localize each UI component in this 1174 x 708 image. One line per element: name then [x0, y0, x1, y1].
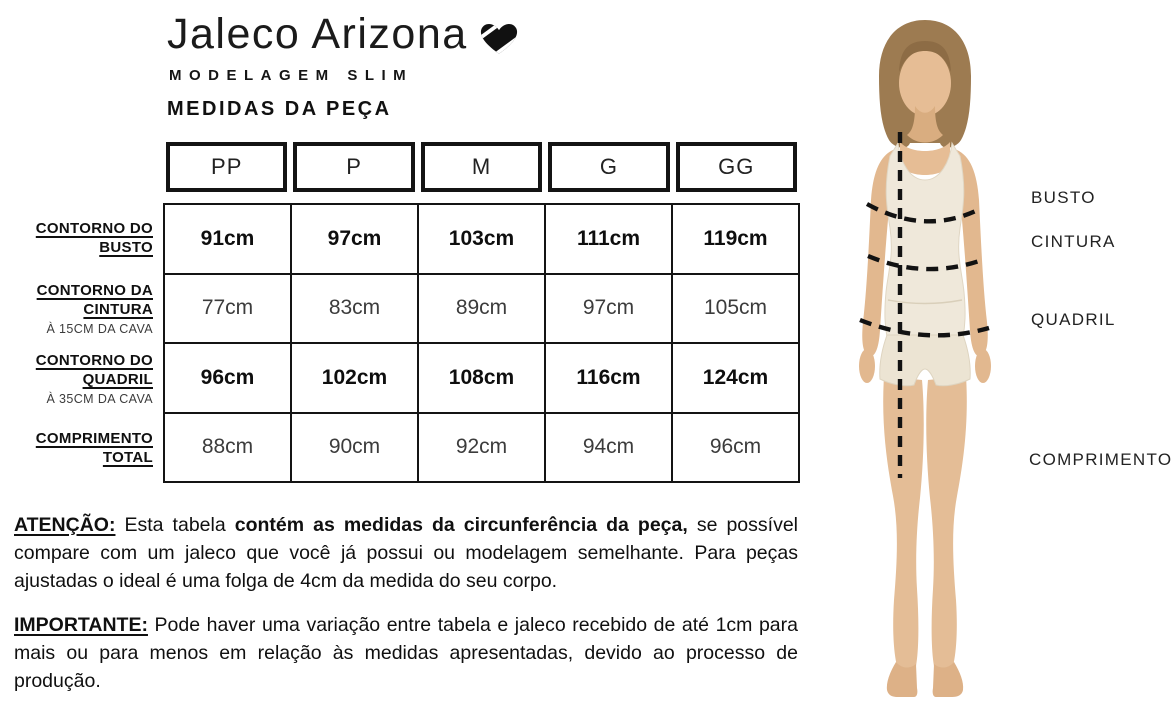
- attention-note: [14, 511, 798, 595]
- table-cell: 97cm: [546, 275, 671, 343]
- table-cell: 88cm: [165, 414, 290, 482]
- attention-heading: ATENÇÃO:: [14, 514, 116, 536]
- table-cell: 108cm: [419, 344, 544, 412]
- row-sublabel-text: À 35CM DA CAVA: [46, 391, 153, 406]
- row-label-text: CONTORNO DO BUSTO: [35, 220, 153, 256]
- row-label-bust: [0, 203, 154, 273]
- figure-label-bust: BUSTO: [1031, 188, 1096, 207]
- right-hand: [975, 349, 991, 383]
- table-cell: 124cm: [673, 344, 798, 412]
- table-cell: 97cm: [292, 205, 417, 273]
- table-cell: 111cm: [546, 205, 671, 273]
- row-label-text: COMPRIMENTO TOTAL: [35, 430, 153, 466]
- size-table-body: [163, 203, 800, 483]
- table-cell: 105cm: [673, 275, 798, 343]
- section-title: MEDIDAS DA PEÇA: [167, 98, 392, 120]
- table-cell: 116cm: [546, 344, 671, 412]
- figure-label-hip: QUADRIL: [1031, 310, 1116, 329]
- important-rest: Pode haver uma variação entre tabela e jaleco recebido de até 1cm para mais ou para menos em relação às medidas apresentadas, devido ao processo de produção.: [14, 614, 798, 692]
- figure-label-waist: CINTURA: [1031, 232, 1116, 251]
- table-cell: 77cm: [165, 275, 290, 343]
- left-leg: [883, 376, 924, 671]
- attention-lead: Esta tabela: [115, 514, 235, 536]
- right-leg: [926, 376, 967, 671]
- header: [167, 10, 520, 59]
- page-title: Jaleco Arizona: [167, 10, 468, 58]
- table-cell: 91cm: [165, 205, 290, 273]
- row-label-waist: [0, 273, 154, 343]
- size-header-pp: PP: [166, 142, 287, 192]
- row-label-text: CONTORNO DO QUADRIL: [35, 351, 153, 388]
- row-label-text: CONTORNO DA CINTURA: [36, 281, 153, 318]
- left-foot: [887, 662, 918, 697]
- table-cell: 90cm: [292, 414, 417, 482]
- attention-bold: contém as medidas da circunferência da peça,: [234, 514, 688, 536]
- table-cell: 94cm: [546, 414, 671, 482]
- left-hand: [859, 349, 875, 383]
- size-header-p: P: [293, 142, 414, 192]
- important-note: [14, 611, 798, 695]
- shorts: [880, 335, 970, 386]
- table-cell: 96cm: [165, 344, 290, 412]
- table-cell: 103cm: [419, 205, 544, 273]
- table-cell: 96cm: [673, 414, 798, 482]
- face: [899, 50, 951, 116]
- modeling-subtitle: MODELAGEM SLIM: [169, 67, 414, 84]
- figure-label-length: COMPRIMENTO: [1029, 450, 1173, 469]
- important-heading: IMPORTANTE:: [14, 614, 148, 636]
- size-table-row-labels: [0, 203, 154, 483]
- right-foot: [933, 662, 964, 697]
- row-sublabel-text: À 15CM DA CAVA: [46, 321, 153, 336]
- model-figure: [840, 4, 1030, 704]
- notes: [14, 511, 798, 695]
- row-label-hip: [0, 343, 154, 413]
- table-cell: 83cm: [292, 275, 417, 343]
- heart-logo-icon: [478, 20, 520, 56]
- row-label-length: [0, 413, 154, 483]
- size-header-gg: GG: [676, 142, 797, 192]
- table-cell: 89cm: [419, 275, 544, 343]
- table-cell: 92cm: [419, 414, 544, 482]
- table-cell: 119cm: [673, 205, 798, 273]
- attention-rest: se possível compare com um jaleco que você já possui ou modelagem semelhante. Para peças ajustadas o ideal é uma folga de 4cm da medida do seu corpo.: [14, 514, 799, 592]
- table-cell: 102cm: [292, 344, 417, 412]
- size-table-header: [163, 142, 800, 192]
- size-header-g: G: [548, 142, 669, 192]
- size-header-m: M: [421, 142, 542, 192]
